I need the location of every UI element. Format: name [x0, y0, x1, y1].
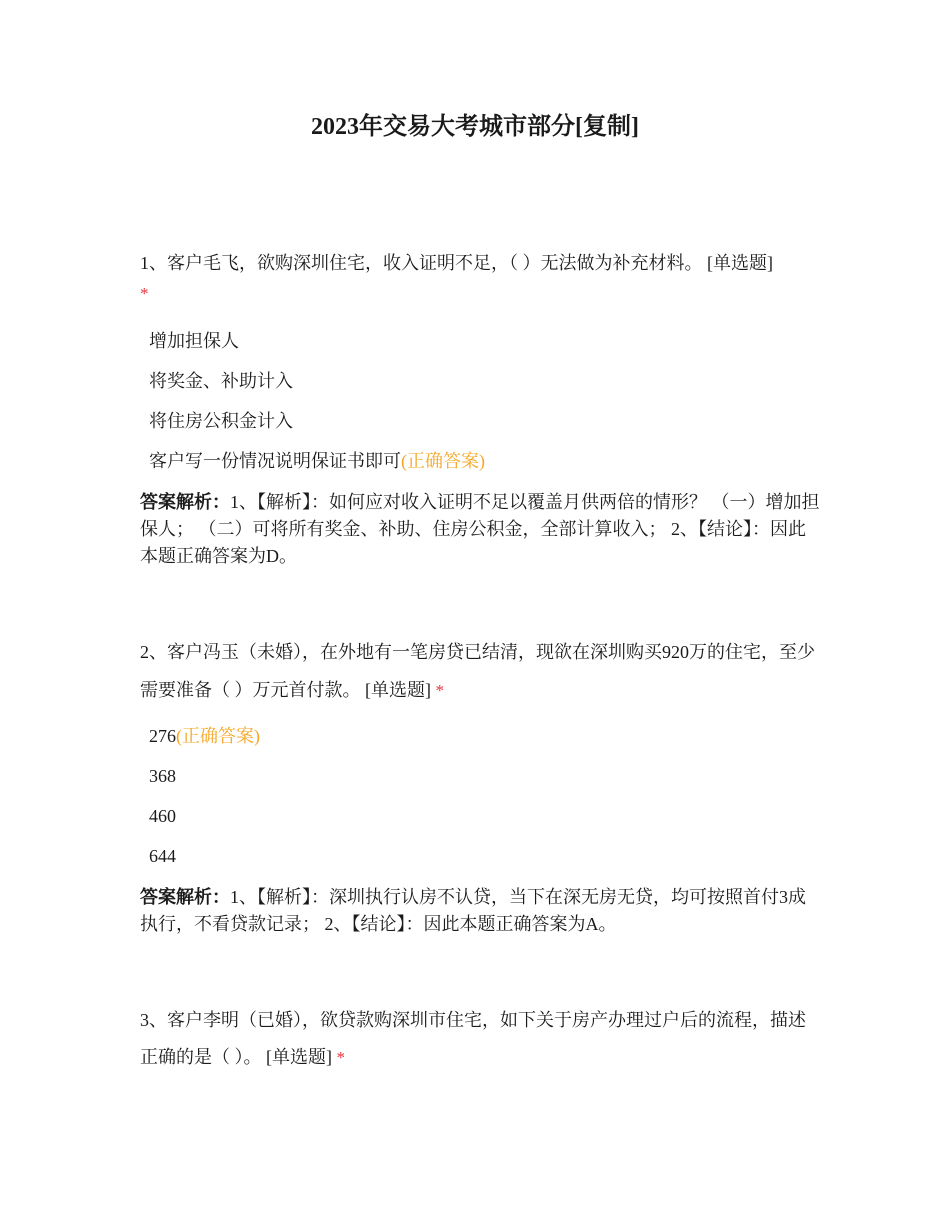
required-mark: *	[435, 681, 444, 700]
option-d[interactable]	[140, 836, 820, 876]
option-a[interactable]	[140, 321, 820, 361]
question-text: 2、客户冯玉（未婚），在外地有一笔房贷已结清，现欲在深圳购买920万的住宅，至少需要准备（ ）万元首付款。	[140, 642, 815, 700]
correct-answer-tag: (正确答案)	[176, 726, 260, 746]
option-d[interactable]	[140, 441, 820, 481]
question-type: [单选题]	[707, 253, 773, 273]
question-text: 3、客户李明（已婚），欲贷款购深圳市住宅，如下关于房产办理过户后的流程，描述正确的是（ ）。	[140, 1010, 806, 1067]
question-stem	[140, 633, 820, 710]
option-label: 460	[149, 806, 176, 826]
analysis-text: 1、【解析】：如何应对收入证明不足以覆盖月供两倍的情形？ （一）增加担保人； （二）可将所有奖金、补助、住房公积金，全部计算收入； 2、【结论】：因此本题正确答案为D。	[140, 492, 820, 566]
option-b[interactable]	[140, 756, 820, 796]
option-b[interactable]	[140, 361, 820, 401]
required-mark: *	[336, 1048, 345, 1067]
question-2	[140, 633, 820, 938]
option-label: 276	[149, 726, 176, 746]
option-label: 客户写一份情况说明保证书即可	[149, 451, 401, 471]
option-label: 将奖金、补助计入	[149, 371, 293, 391]
answer-analysis	[140, 884, 820, 938]
option-a[interactable]	[140, 716, 820, 756]
answer-analysis	[140, 489, 820, 570]
question-1	[140, 248, 820, 570]
option-label: 644	[149, 846, 176, 866]
analysis-text: 1、【解析】：深圳执行认房不认贷，当下在深无房无贷，均可按照首付3成执行，不看贷款记录； 2、【结论】：因此本题正确答案为A。	[140, 887, 806, 934]
question-stem	[140, 1002, 820, 1076]
analysis-label: 答案解析：	[140, 492, 230, 512]
option-label: 368	[149, 766, 176, 786]
correct-answer-tag: (正确答案)	[401, 451, 485, 471]
question-type: [单选题]	[365, 680, 431, 700]
option-c[interactable]	[140, 401, 820, 441]
page-title: 2023年交易大考城市部分[复制]	[311, 114, 639, 140]
question-stem	[140, 248, 820, 309]
option-c[interactable]	[140, 796, 820, 836]
option-label: 将住房公积金计入	[149, 411, 293, 431]
required-mark: *	[140, 284, 149, 303]
question-3	[140, 1002, 820, 1076]
question-text: 1、客户毛飞，欲购深圳住宅，收入证明不足，（ ）无法做为补充材料。	[140, 253, 703, 273]
question-type: [单选题]	[266, 1047, 332, 1067]
analysis-label: 答案解析：	[140, 887, 230, 907]
option-label: 增加担保人	[149, 331, 239, 351]
